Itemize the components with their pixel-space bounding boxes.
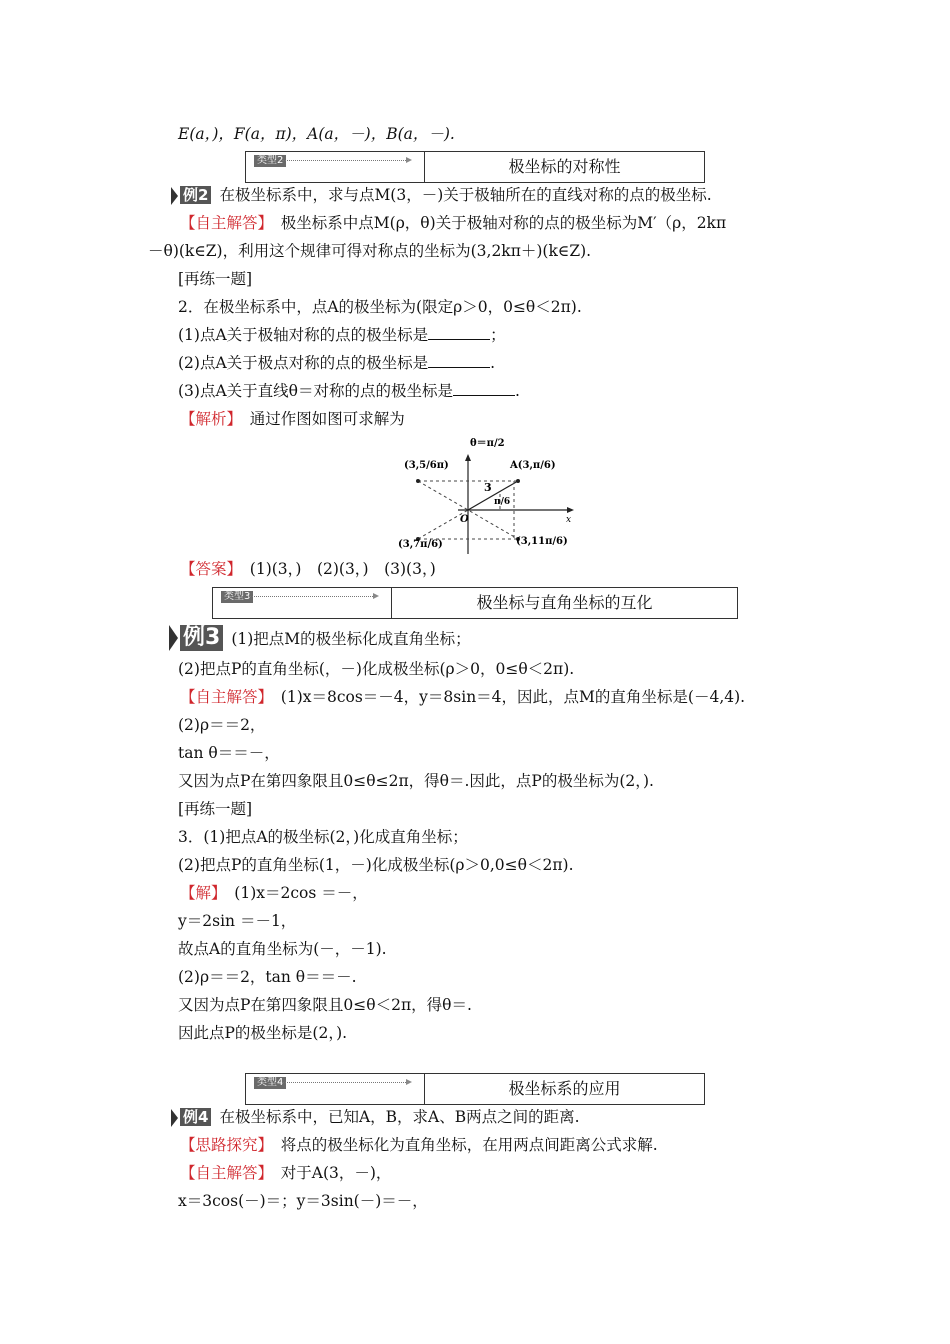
section-title: 极坐标系的应用 [508,1079,621,1098]
self-solve-line: 【自主解答】 (1)x＝8cos＝－4，y＝8sin＝4，因此，点M的直角坐标是(－4,4). [180,688,746,706]
triangle-icon [171,1109,178,1127]
ray-OA [468,481,518,510]
idea-label: 【思路探究】 [180,1136,266,1154]
example-label: 例4 [180,1108,211,1126]
analysis-label: 【解析】 [180,410,235,428]
point-label: (3,11π/6) [516,536,568,547]
practice-label: [再练一题] [178,800,253,818]
section-header-type3 [212,587,738,619]
arrow-icon [249,596,377,597]
question-line: (2)点A关于极点对称的点的极坐标是 . [178,354,496,372]
theta-label: θ＝π/2 [470,438,505,449]
solve-line: 【解】 (1)x＝2cos ＝－， [180,884,368,902]
text-line: y＝2sin ＝－1， [178,912,297,930]
point-label-A: A(3,π/6) [510,460,556,471]
example-4-question: 例4 在极坐标系中，已知A，B，求A、B两点之间的距离. [180,1107,580,1127]
text-line: 又因为点P在第四象限且0≤θ＜2π，得θ＝. [178,996,472,1014]
text-line: x＝3cos(－)＝；y＝3sin(－)＝－， [178,1192,428,1210]
text-line: －θ)(k∈Z)，利用这个规律可得对称点的坐标为(3,2kπ＋)(k∈Z). [148,242,592,260]
text-line: 因此点P的极坐标是(2，). [178,1024,348,1042]
text-line: (2)ρ＝＝2，tan θ＝＝－. [178,968,357,986]
text-line: (2)把点P的直角坐标(，－)化成极坐标(ρ＞0，0≤θ＜2π). [178,660,575,678]
text-line: 3．(1)把点A的极坐标(2，)化成直角坐标； [178,828,468,846]
type-label-box [246,1074,425,1104]
question-line: (3)点A关于直线θ＝对称的点的极坐标是 . [178,382,520,400]
text-line: (2)ρ＝＝2， [178,716,266,734]
text-line: E(a，)，F(a，π)，A(a，－)，B(a，－). [178,125,455,143]
radius-label: 3 [484,481,492,494]
self-solve-line: 【自主解答】 极坐标系中点M(ρ，θ)关于极轴对称的点的极坐标为M′（ρ，2kπ [180,214,727,232]
section-title: 极坐标的对称性 [508,157,621,176]
type-label-box [213,588,392,618]
text-line: 2．在极坐标系中，点A的极坐标为(限定ρ＞0，0≤θ＜2π). [178,298,582,316]
example-3-question: 例3 (1)把点M的极坐标化成直角坐标； [180,625,471,651]
x-axis-label: x [566,515,572,525]
idea-line: 【思路探究】 将点的极坐标化为直角坐标，在用两点间距离公式求解. [180,1136,658,1154]
type-tag: 类型2 [254,155,286,167]
arrow-icon [282,1082,410,1083]
self-solve-label: 【自主解答】 [180,688,266,706]
type-tag: 类型4 [254,1077,286,1089]
origin-label: O [460,514,469,525]
point-label: (3,5/6π) [404,460,449,471]
type-label-box [246,152,425,182]
answer-label: 【答案】 [180,560,235,578]
type-tag: 类型3 [221,591,253,603]
arrow-icon [567,507,574,513]
answer-blank [453,381,515,396]
text-line: tan θ＝＝－， [178,744,280,762]
self-solve-label: 【自主解答】 [180,214,266,232]
solve-label: 【解】 [180,884,219,902]
point-label: (3,7π/6) [398,539,443,550]
text-line: 故点A的直角坐标为(－，－1). [178,940,387,958]
text-line: (2)把点P的直角坐标(1，－)化成极坐标(ρ＞0,0≤θ＜2π). [178,856,574,874]
section-title: 极坐标与直角坐标的互化 [476,593,653,612]
self-solve-label: 【自主解答】 [180,1164,266,1182]
text-line: 又因为点P在第四象限且0≤θ≤2π，得θ＝.因此，点P的极坐标为(2，). [178,772,654,790]
question-line: (1)点A关于极轴对称的点的极坐标是 ； [178,326,506,344]
answer-blank [428,325,490,340]
practice-label: [再练一题] [178,270,253,288]
arrow-icon [282,160,410,161]
answer-blank [428,353,490,368]
polar-diagram [398,432,588,556]
example-2-question: 例2 在极坐标系中，求与点M(3，－)关于极轴所在的直线对称的点的极坐标. [180,185,712,205]
analysis-line: 【解析】 通过作图如图可求解为 [180,410,405,428]
triangle-icon [169,625,178,651]
section-header-type2 [245,151,705,183]
section-header-type4 [245,1073,705,1105]
angle-label: π/6 [494,497,511,507]
triangle-icon [171,187,178,205]
example-label: 例3 [180,625,223,651]
arrow-icon [465,454,471,461]
example-label: 例2 [180,186,211,204]
answer-line: 【答案】 (1)(3，) (2)(3，) (3)(3，) [180,560,436,578]
self-solve-line: 【自主解答】 对于A(3，－)， [180,1164,392,1182]
